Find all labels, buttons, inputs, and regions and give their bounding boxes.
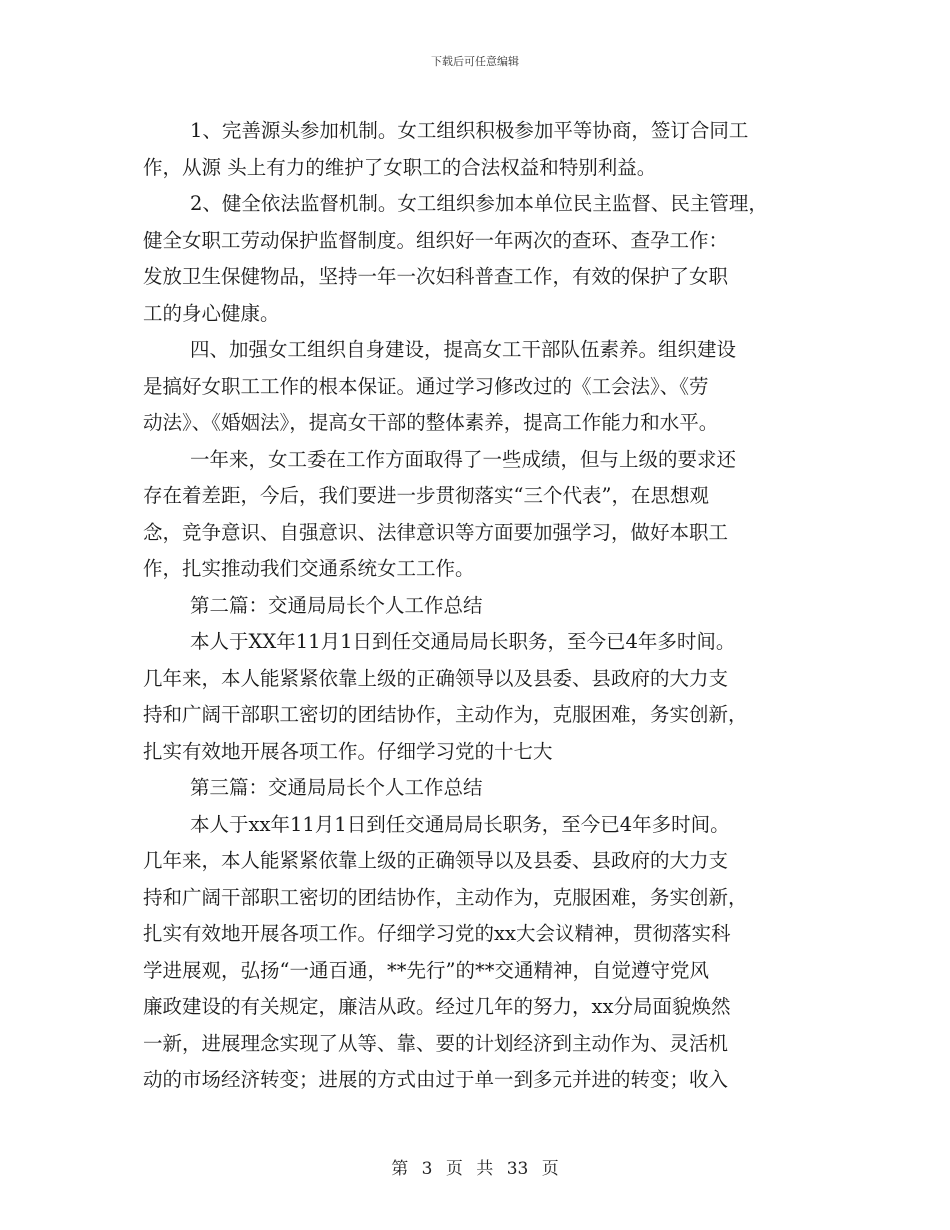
document-body — [143, 113, 823, 1099]
text-line: 持和广阔干部职工密切的团结协作，主动作为，克服困难，务实创新， — [143, 703, 748, 726]
text-line: 作，扎实推动我们交通系统女工工作。 — [143, 557, 475, 580]
text-line: 存在着差距，今后，我们要进一步贯彻落实“三个代表”，在思想观 — [143, 484, 709, 507]
text-line: 2、健全依法监督机制。女工组织参加本单位民主监督、民主管理， — [190, 192, 768, 215]
text-line: 本人于xx年11月1日到任交通局局长职务，至今已4年多时间。 — [190, 812, 730, 836]
text-line: 动法》、《婚姻法》，提高女干部的整体素养，提高工作能力和水平。 — [143, 411, 719, 434]
text-line: 廉政建设的有关规定，廉洁从政。经过几年的努力，xx分局面貌焕然 — [143, 995, 731, 1018]
text-line: 发放卫生保健物品，坚持一年一次妇科普查工作，有效的保护了女职 — [143, 265, 729, 288]
section-heading: 第三篇：交通局局长个人工作总结 — [190, 776, 483, 799]
text-line: 1、完善源头参加机制。女工组织积极参加平等协商，签订合同工 — [190, 119, 749, 142]
page-header: 下载后可任意编辑 — [431, 55, 519, 68]
text-line: 动的市场经济转变；进展的方式由过于单一到多元并进的转变；收入 — [143, 1068, 729, 1091]
text-line: 几年来，本人能紧紧依靠上级的正确领导以及县委、县政府的大力支 — [143, 849, 729, 872]
text-line: 一年来，女工委在工作方面取得了一些成绩，但与上级的要求还 — [190, 447, 737, 471]
text-line: 四、加强女工组织自身建设，提高女工干部队伍素养。组织建设 — [190, 338, 737, 361]
text-line: 持和广阔干部职工密切的团结协作，主动作为，克服困难，务实创新， — [143, 885, 748, 909]
text-line: 扎实有效地开展各项工作。仔细学习党的十七大 — [143, 739, 553, 763]
text-line: 几年来，本人能紧紧依靠上级的正确领导以及县委、县政府的大力支 — [143, 666, 729, 690]
text-line: 健全女职工劳动保护监督制度。组织好一年两次的查环、查孕工作： — [143, 228, 729, 252]
text-line: 作，从源 头上有力的维护了女职工的合法权益和特别利益。 — [143, 155, 657, 179]
text-line: 一新，进展理念实现了从等、靠、要的计划经济到主动作为、灵活机 — [143, 1031, 729, 1055]
text-line: 扎实有效地开展各项工作。仔细学习党的xx大会议精神，贯彻落实科 — [143, 922, 731, 945]
text-line: 是搞好女职工工作的根本保证。通过学习修改过的《工会法》、《劳 — [143, 374, 709, 398]
text-line: 工的身心健康。 — [143, 301, 280, 325]
text-line: 本人于XX年11月1日到任交通局局长职务，至今已4年多时间。 — [190, 630, 736, 653]
text-line: 学进展观，弘扬“一通百通，**先行”的**交通精神，自觉遵守党风 — [143, 958, 709, 982]
page-footer: 第 3 页 共 33 页 — [391, 1159, 559, 1179]
section-heading: 第二篇：交通局局长个人工作总结 — [190, 593, 483, 617]
text-line: 念，竞争意识、自强意识、法律意识等方面要加强学习，做好本职工 — [143, 520, 729, 544]
